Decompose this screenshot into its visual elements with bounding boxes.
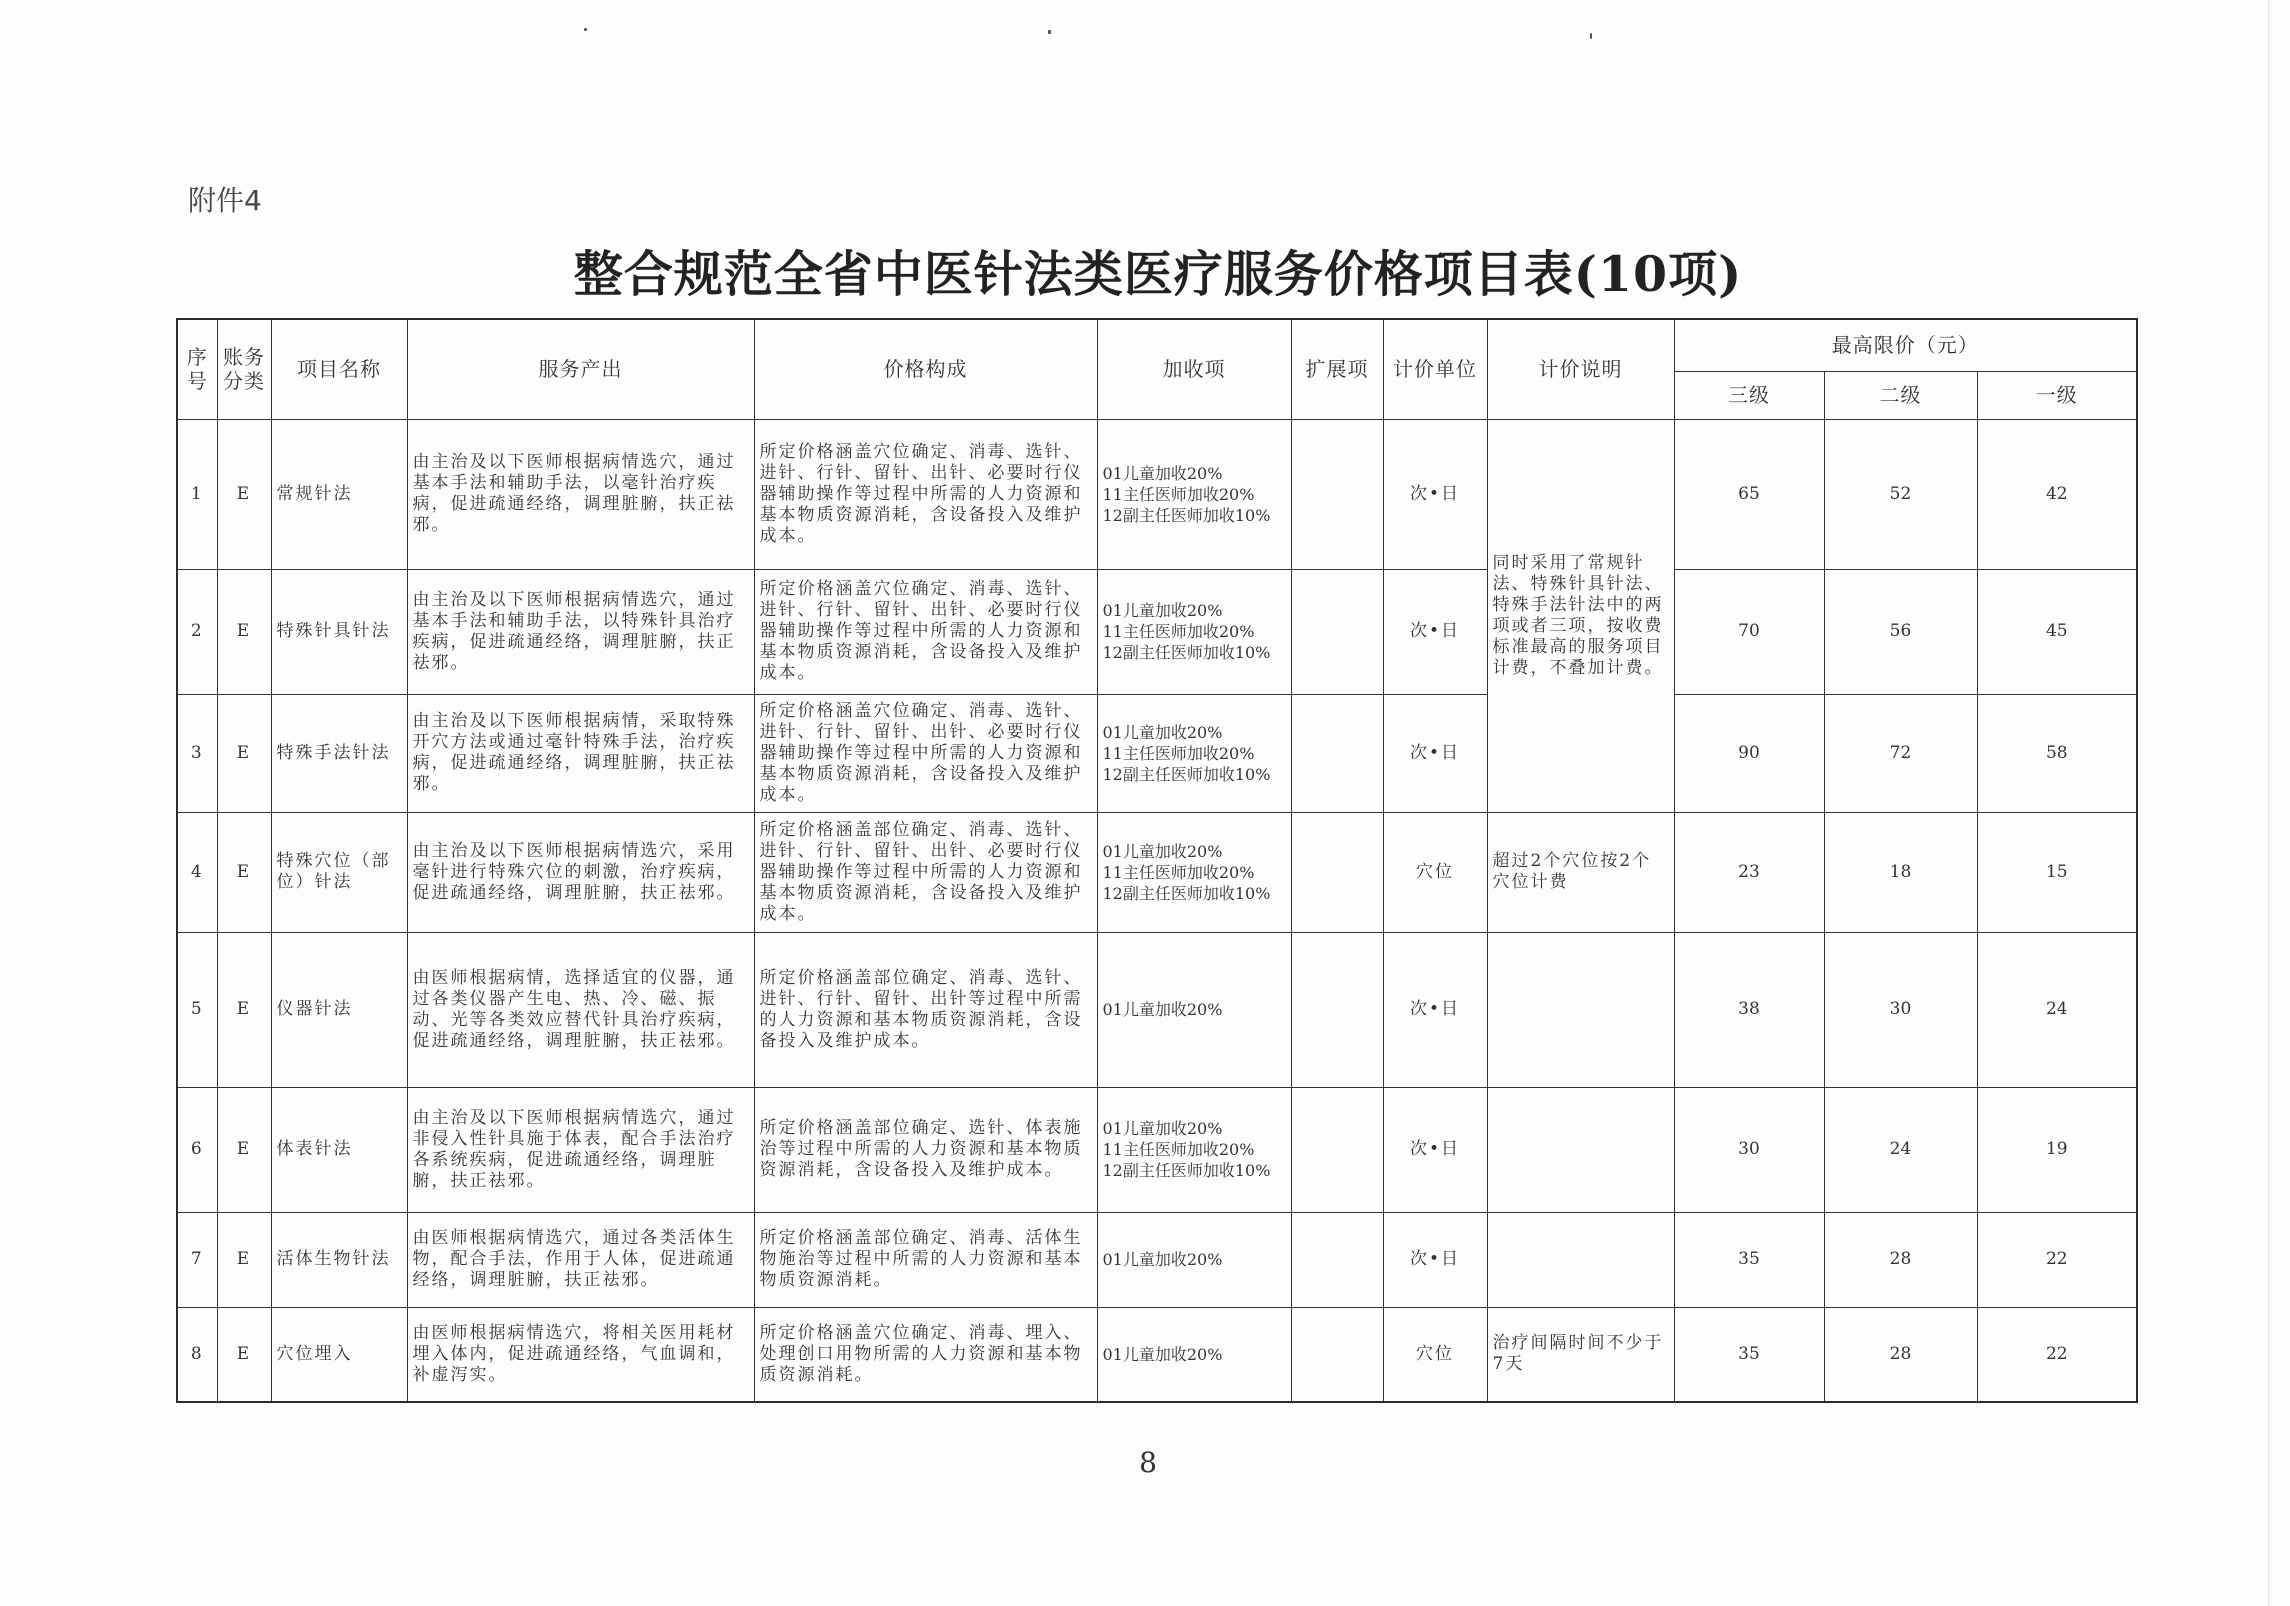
cell-price-composition: 所定价格涵盖穴位确定、消毒、埋入、处理创口用物所需的人力资源和基本物质资源消耗。 <box>754 1307 1097 1402</box>
cell-price-level-2: 18 <box>1824 812 1977 932</box>
surcharge-line: 01儿童加收20% <box>1102 601 1223 620</box>
header-unit: 计价单位 <box>1383 319 1487 419</box>
cell-service-output: 由主治及以下医师根据病情选穴，通过基本手法和辅助手法，以特殊针具治疗疾病，促进疏通经络，调理脏腑，扶正祛邪。 <box>407 569 754 694</box>
attachment-label: 附件4 <box>188 184 262 217</box>
header-note: 计价说明 <box>1487 319 1674 419</box>
table-row <box>177 419 2137 569</box>
header-level-2: 二级 <box>1824 371 1977 419</box>
surcharge-line: 01儿童加收20% <box>1102 722 1223 742</box>
cell-price-composition: 所定价格涵盖部位确定、选针、体表施治等过程中所需的人力资源和基本物质资源消耗，含设备投入及维护成本。 <box>754 1087 1097 1212</box>
cell-seq: 5 <box>177 932 217 1087</box>
cell-note <box>1487 932 1674 1087</box>
header-max-price: 最高限价（元） <box>1674 319 2137 371</box>
surcharge-line: 11主任医师加收20% <box>1102 484 1255 504</box>
cell-item-name: 特殊针具针法 <box>271 569 407 694</box>
cell-surcharge <box>1097 1307 1291 1402</box>
scan-edge-line <box>2268 0 2269 1606</box>
cell-surcharge <box>1097 1087 1291 1212</box>
surcharge-line: 01儿童加收20% <box>1102 463 1223 483</box>
cell-service-output: 由主治及以下医师根据病情选穴，采用毫针进行特殊穴位的刺激，治疗疾病，促进疏通经络，调理脏腑，扶正祛邪。 <box>407 812 754 932</box>
table-header <box>177 319 2137 419</box>
cell-price-level-2: 52 <box>1824 419 1977 569</box>
cell-category: E <box>217 419 271 569</box>
table-row <box>177 1212 2137 1307</box>
cell-unit: 次•日 <box>1383 419 1487 569</box>
scan-speck <box>584 28 587 31</box>
cell-unit: 穴位 <box>1383 812 1487 932</box>
cell-extension <box>1291 1087 1383 1212</box>
table-row <box>177 1307 2137 1402</box>
cell-price-level-1: 22 <box>1977 1307 2137 1402</box>
cell-service-output: 由主治及以下医师根据病情选穴，通过非侵入性针具施于体表，配合手法治疗各系统疾病，促进疏通经络，调理脏腑，扶正祛邪。 <box>407 1087 754 1212</box>
table-row <box>177 812 2137 932</box>
cell-extension <box>1291 569 1383 694</box>
cell-category: E <box>217 1087 271 1212</box>
cell-price-level-2: 28 <box>1824 1307 1977 1402</box>
cell-price-composition: 所定价格涵盖穴位确定、消毒、选针、进针、行针、留针、出针、必要时行仪器辅助操作等过程中所需的人力资源和基本物质资源消耗，含设备投入及维护成本。 <box>754 569 1097 694</box>
cell-price-level-3: 70 <box>1674 569 1824 694</box>
cell-service-output: 由医师根据病情选穴，将相关医用耗材埋入体内，促进疏通经络，气血调和，补虚泻实。 <box>407 1307 754 1402</box>
cell-note: 治疗间隔时间不少于7天 <box>1487 1307 1674 1402</box>
cell-extension <box>1291 1307 1383 1402</box>
cell-category: E <box>217 694 271 812</box>
page-number: 8 <box>1139 1446 1157 1479</box>
cell-seq: 7 <box>177 1212 217 1307</box>
cell-price-level-1: 58 <box>1977 694 2137 812</box>
cell-seq: 8 <box>177 1307 217 1402</box>
cell-price-composition: 所定价格涵盖部位确定、消毒、选针、进针、行针、留针、出针、必要时行仪器辅助操作等过程中所需的人力资源和基本物质资源消耗，含设备投入及维护成本。 <box>754 812 1097 932</box>
cell-price-level-2: 30 <box>1824 932 1977 1087</box>
cell-price-level-3: 30 <box>1674 1087 1824 1212</box>
cell-item-name: 体表针法 <box>271 1087 407 1212</box>
cell-surcharge <box>1097 694 1291 812</box>
cell-service-output: 由主治及以下医师根据病情，采取特殊开穴方法或通过毫针特殊手法，治疗疾病，促进疏通经络，调理脏腑，扶正祛邪。 <box>407 694 754 812</box>
cell-price-level-1: 42 <box>1977 419 2137 569</box>
cell-unit: 穴位 <box>1383 1307 1487 1402</box>
surcharge-line: 01儿童加收20% <box>1102 1344 1223 1364</box>
cell-price-level-3: 35 <box>1674 1307 1824 1402</box>
cell-seq: 6 <box>177 1087 217 1212</box>
cell-extension <box>1291 932 1383 1087</box>
cell-price-composition: 所定价格涵盖部位确定、消毒、活体生物施治等过程中所需的人力资源和基本物质资源消耗。 <box>754 1212 1097 1307</box>
cell-category: E <box>217 1212 271 1307</box>
cell-item-name: 特殊穴位（部位）针法 <box>271 812 407 932</box>
cell-seq: 4 <box>177 812 217 932</box>
surcharge-line: 11主任医师加收20% <box>1102 862 1255 882</box>
cell-category: E <box>217 932 271 1087</box>
cell-price-level-3: 35 <box>1674 1212 1824 1307</box>
cell-price-level-1: 45 <box>1977 569 2137 694</box>
surcharge-line: 01儿童加收20% <box>1102 1000 1223 1019</box>
cell-service-output: 由主治及以下医师根据病情选穴，通过基本手法和辅助手法，以毫针治疗疾病，促进疏通经络，调理脏腑，扶正祛邪。 <box>407 419 754 569</box>
table-row <box>177 1087 2137 1212</box>
cell-unit: 次•日 <box>1383 1087 1487 1212</box>
cell-price-level-1: 19 <box>1977 1087 2137 1212</box>
table-row <box>177 932 2137 1087</box>
cell-category: E <box>217 569 271 694</box>
header-price-composition: 价格构成 <box>754 319 1097 419</box>
surcharge-line: 01儿童加收20% <box>1102 841 1223 861</box>
table-row <box>177 694 2137 812</box>
cell-seq: 1 <box>177 419 217 569</box>
cell-unit: 次•日 <box>1383 694 1487 812</box>
cell-category: E <box>217 1307 271 1402</box>
header-service-output: 服务产出 <box>407 319 754 419</box>
cell-item-name: 仪器针法 <box>271 932 407 1087</box>
surcharge-line: 12副主任医师加收10% <box>1102 764 1271 784</box>
cell-price-composition: 所定价格涵盖穴位确定、消毒、选针、进针、行针、留针、出针、必要时行仪器辅助操作等过程中所需的人力资源和基本物质资源消耗，含设备投入及维护成本。 <box>754 694 1097 812</box>
cell-category: E <box>217 812 271 932</box>
cell-service-output: 由医师根据病情选穴，通过各类活体生物，配合手法，作用于人体，促进疏通经络，调理脏腑，扶正祛邪。 <box>407 1212 754 1307</box>
cell-service-output: 由医师根据病情，选择适宜的仪器，通过各类仪器产生电、热、冷、磁、振动、光等各类效应替代针具治疗疾病，促进疏通经络，调理脏腑，扶正祛邪。 <box>407 932 754 1087</box>
surcharge-line: 12副主任医师加收10% <box>1102 505 1271 525</box>
cell-surcharge <box>1097 812 1291 932</box>
cell-price-level-2: 28 <box>1824 1212 1977 1307</box>
cell-item-name: 常规针法 <box>271 419 407 569</box>
surcharge-line: 11主任医师加收20% <box>1102 622 1255 641</box>
cell-price-level-1: 15 <box>1977 812 2137 932</box>
cell-shared-note: 同时采用了常规针法、特殊针具针法、特殊手法针法中的两项或者三项，按收费标准最高的服务项目计费，不叠加计费。 <box>1487 419 1674 812</box>
cell-price-level-2: 24 <box>1824 1087 1977 1212</box>
price-table <box>176 318 2138 1403</box>
header-level-1: 一级 <box>1977 371 2137 419</box>
cell-surcharge <box>1097 932 1291 1087</box>
header-extension: 扩展项 <box>1291 319 1383 419</box>
surcharge-line: 11主任医师加收20% <box>1102 1140 1255 1159</box>
cell-seq: 2 <box>177 569 217 694</box>
header-surcharge: 加收项 <box>1097 319 1291 419</box>
document-title: 整合规范全省中医针法类医疗服务价格项目表(10项) <box>573 245 1743 303</box>
header-seq: 序号 <box>177 319 217 419</box>
cell-price-level-3: 38 <box>1674 932 1824 1087</box>
cell-extension <box>1291 812 1383 932</box>
scan-speck <box>1048 30 1051 34</box>
cell-seq: 3 <box>177 694 217 812</box>
cell-item-name: 特殊手法针法 <box>271 694 407 812</box>
cell-surcharge <box>1097 419 1291 569</box>
cell-unit: 次•日 <box>1383 932 1487 1087</box>
cell-extension <box>1291 1212 1383 1307</box>
cell-item-name: 穴位埋入 <box>271 1307 407 1402</box>
cell-price-composition: 所定价格涵盖部位确定、消毒、选针、进针、行针、留针、出针等过程中所需的人力资源和基本物质资源消耗，含设备投入及维护成本。 <box>754 932 1097 1087</box>
cell-item-name: 活体生物针法 <box>271 1212 407 1307</box>
surcharge-line: 01儿童加收20% <box>1102 1119 1223 1138</box>
cell-unit: 次•日 <box>1383 569 1487 694</box>
surcharge-line: 11主任医师加收20% <box>1102 743 1255 763</box>
table-row <box>177 569 2137 694</box>
cell-extension <box>1291 419 1383 569</box>
cell-price-level-3: 23 <box>1674 812 1824 932</box>
cell-price-level-3: 90 <box>1674 694 1824 812</box>
scan-speck <box>1590 33 1592 39</box>
cell-extension <box>1291 694 1383 812</box>
cell-surcharge <box>1097 1212 1291 1307</box>
header-category: 账务分类 <box>217 319 271 419</box>
header-item-name: 项目名称 <box>271 319 407 419</box>
cell-note: 超过2个穴位按2个穴位计费 <box>1487 812 1674 932</box>
cell-note <box>1487 1212 1674 1307</box>
cell-price-level-1: 22 <box>1977 1212 2137 1307</box>
surcharge-line: 12副主任医师加收10% <box>1102 883 1271 903</box>
header-level-3: 三级 <box>1674 371 1824 419</box>
cell-price-composition: 所定价格涵盖穴位确定、消毒、选针、进针、行针、留针、出针、必要时行仪器辅助操作等过程中所需的人力资源和基本物质资源消耗，含设备投入及维护成本。 <box>754 419 1097 569</box>
cell-price-level-1: 24 <box>1977 932 2137 1087</box>
cell-price-level-2: 72 <box>1824 694 1977 812</box>
cell-surcharge <box>1097 569 1291 694</box>
cell-unit: 次•日 <box>1383 1212 1487 1307</box>
surcharge-line: 12副主任医师加收10% <box>1102 643 1271 662</box>
cell-note <box>1487 1087 1674 1212</box>
table-body <box>177 419 2137 1402</box>
surcharge-line: 01儿童加收20% <box>1102 1250 1223 1269</box>
cell-price-level-3: 65 <box>1674 419 1824 569</box>
surcharge-line: 12副主任医师加收10% <box>1102 1161 1271 1180</box>
cell-price-level-2: 56 <box>1824 569 1977 694</box>
header-row <box>177 319 2137 371</box>
